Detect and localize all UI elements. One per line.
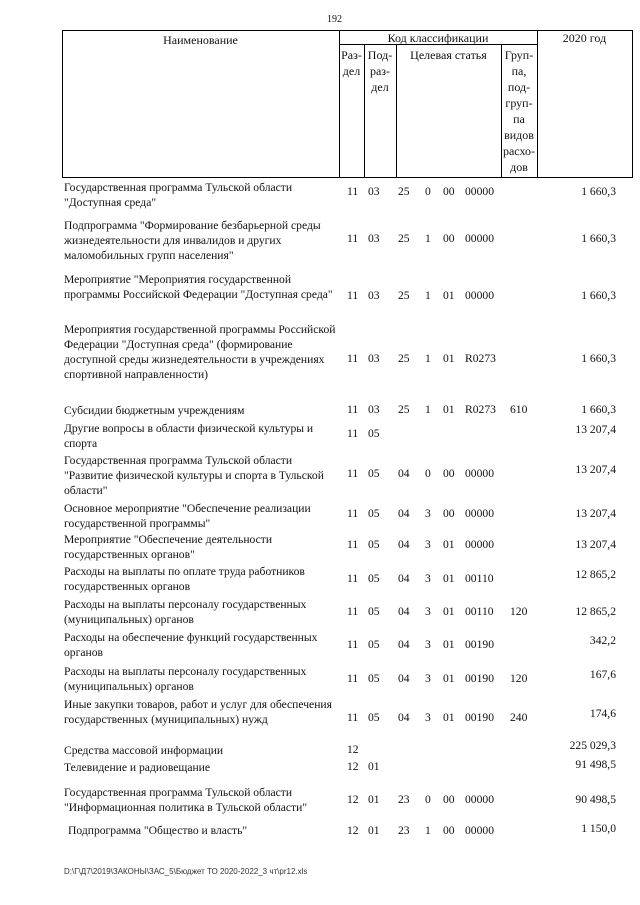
cell-podrazdel: 05 [368,467,380,480]
cell-target-subprogram: 3 [425,507,431,520]
cell-razdel: 11 [347,352,359,365]
cell-podrazdel: 03 [368,403,380,416]
cell-target-program: 25 [398,352,410,365]
cell-sum-2020: 91 498,5 [575,758,616,771]
file-path-footer: D:\Г\Д7\2019\ЗАКОНЫ\ЗАС_5\Бюджет ТО 2020-2022_3 чт\pr12.xls [64,867,308,876]
cell-sum-2020: 342,2 [589,634,616,647]
cell-target-event: 00 [443,185,455,198]
cell-target-direction: 00190 [465,638,494,651]
cell-podrazdel: 05 [368,605,380,618]
cell-podrazdel: 05 [368,672,380,685]
cell-razdel: 11 [347,507,359,520]
cell-razdel: 12 [347,793,359,806]
cell-target-direction: R0273 [465,403,496,416]
cell-group: 120 [510,605,528,618]
header-podr-divider [396,44,397,178]
cell-target-direction: 00000 [465,538,494,551]
cell-podrazdel: 05 [368,638,380,651]
cell-target-direction: 00000 [465,793,494,806]
cell-target-direction: 00190 [465,711,494,724]
cell-sum-2020: 1 660,3 [581,185,616,198]
row-name: Телевидение и радиовещание [64,761,211,774]
cell-podrazdel: 03 [368,289,380,302]
cell-target-direction: 00000 [465,507,494,520]
cell-target-subprogram: 1 [425,352,431,365]
cell-target-direction: 00190 [465,672,494,685]
cell-target-subprogram: 1 [425,289,431,302]
header-code: Код классификации [387,31,489,45]
cell-razdel: 11 [347,605,359,618]
cell-podrazdel: 01 [368,824,380,837]
cell-target-direction: 00110 [465,605,494,618]
cell-target-subprogram: 0 [425,467,431,480]
cell-razdel: 11 [347,711,359,724]
cell-podrazdel: 05 [368,572,380,585]
header-left-border [62,30,63,178]
cell-target-event: 00 [443,507,455,520]
cell-target-event: 00 [443,793,455,806]
cell-target-program: 25 [398,185,410,198]
cell-target-event: 01 [443,672,455,685]
cell-sum-2020: 90 498,5 [575,793,616,806]
page-number: 192 [327,14,342,25]
cell-razdel: 11 [347,185,359,198]
cell-sum-2020: 13 207,4 [575,538,616,551]
cell-sum-2020: 1 660,3 [581,403,616,416]
cell-podrazdel: 01 [368,793,380,806]
cell-podrazdel: 03 [368,185,380,198]
cell-target-direction: 00110 [465,572,494,585]
cell-target-subprogram: 0 [425,793,431,806]
cell-group: 120 [510,672,528,685]
cell-podrazdel: 05 [368,711,380,724]
row-name: Расходы на выплаты по оплате труда работников государственных органов [64,565,305,593]
row-name: Средства массовой информации [64,744,224,757]
cell-target-subprogram: 0 [425,185,431,198]
cell-target-event: 00 [443,232,455,245]
cell-target-event: 01 [443,605,455,618]
cell-razdel: 11 [347,638,359,651]
cell-target-program: 04 [398,507,410,520]
cell-target-direction: 00000 [465,289,494,302]
cell-target-program: 25 [398,289,410,302]
cell-razdel: 11 [347,467,359,480]
cell-razdel: 11 [347,572,359,585]
row-name: Субсидии бюджетным учреждениям [64,404,245,417]
header-right-border [632,30,633,178]
cell-sum-2020: 1 660,3 [581,232,616,245]
cell-razdel: 12 [347,824,359,837]
cell-target-direction: 00000 [465,824,494,837]
cell-sum-2020: 13 207,4 [575,423,616,436]
header-group-divider [537,30,538,178]
row-name: Государственная программа Тульской области "Доступная среда" [64,181,293,209]
cell-target-program: 25 [398,403,410,416]
cell-target-event: 00 [443,824,455,837]
cell-target-program: 04 [398,538,410,551]
cell-target-program: 04 [398,672,410,685]
cell-target-event: 01 [443,572,455,585]
row-name: Государственная программа Тульской области "Информационная политика в Тульской области" [64,786,308,814]
header-name: Наименование [163,33,238,47]
cell-target-subprogram: 3 [425,572,431,585]
cell-target-program: 25 [398,232,410,245]
cell-sum-2020: 225 029,3 [569,739,616,752]
row-name: Иные закупки товаров, работ и услуг для обеспечения государственных (муниципальных) нужд [64,698,332,726]
cell-target-program: 04 [398,572,410,585]
cell-target-subprogram: 1 [425,824,431,837]
cell-target-direction: R0273 [465,352,496,365]
cell-sum-2020: 12 865,2 [575,568,616,581]
cell-target-direction: 00000 [465,467,494,480]
cell-group: 610 [510,403,528,416]
cell-target-event: 01 [443,638,455,651]
cell-sum-2020: 174,6 [589,707,616,720]
cell-razdel: 11 [347,672,359,685]
row-name: Основное мероприятие "Обеспечение реализации государственной программы" [64,502,311,530]
cell-podrazdel: 05 [368,538,380,551]
cell-podrazdel: 03 [368,352,380,365]
cell-razdel: 11 [347,538,359,551]
cell-target-subprogram: 3 [425,605,431,618]
cell-target-subprogram: 3 [425,672,431,685]
cell-sum-2020: 1 660,3 [581,352,616,365]
cell-target-program: 04 [398,638,410,651]
row-name: Подпрограмма "Формирование безбарьерной среды жизнедеятельности для инвалидов и других маломобильных групп населения" [64,219,321,262]
row-name: Другие вопросы в области физической культуры и спорта [64,422,314,450]
cell-podrazdel: 05 [368,427,380,440]
row-name: Расходы на обеспечение функций государственных органов [64,631,318,659]
cell-target-program: 04 [398,467,410,480]
cell-razdel: 12 [347,760,359,773]
cell-sum-2020: 1 660,3 [581,289,616,302]
cell-razdel: 12 [347,743,359,756]
cell-sum-2020: 167,6 [589,668,616,681]
row-name: Государственная программа Тульской области "Развитие физической культуры и спорта в Тульской области" [64,454,324,497]
row-name: Расходы на выплаты персоналу государственных (муниципальных) органов [64,598,307,626]
cell-podrazdel: 03 [368,232,380,245]
cell-sum-2020: 13 207,4 [575,507,616,520]
cell-target-direction: 00000 [465,185,494,198]
cell-podrazdel: 01 [368,760,380,773]
cell-target-subprogram: 3 [425,638,431,651]
cell-razdel: 11 [347,403,359,416]
cell-sum-2020: 12 865,2 [575,605,616,618]
row-name: Расходы на выплаты персоналу государственных (муниципальных) органов [64,665,307,693]
cell-razdel: 11 [347,232,359,245]
cell-target-program: 23 [398,824,410,837]
cell-target-event: 01 [443,289,455,302]
header-group: Груп- па, под- груп- па видов расхо- дов [502,48,536,174]
cell-target-subprogram: 3 [425,711,431,724]
cell-target-event: 01 [443,711,455,724]
cell-target-event: 00 [443,467,455,480]
header-target: Целевая статья [410,48,487,62]
header-year: 2020 год [562,31,607,45]
cell-target-direction: 00000 [465,232,494,245]
cell-podrazdel: 05 [368,507,380,520]
header-podrazdel: Под- раз- дел [367,48,393,94]
cell-target-event: 01 [443,403,455,416]
cell-razdel: 11 [347,427,359,440]
row-name: Мероприятия государственной программы Российской Федерации "Доступная среда" (формирование доступной среды жизнедеятельности в учреждениях спортивной направленности) [64,323,336,381]
cell-razdel: 11 [347,289,359,302]
cell-target-program: 23 [398,793,410,806]
header-razdel: Раз- дел [341,48,362,78]
row-name: Мероприятие "Обеспечение деятельности государственных органов" [64,533,273,561]
row-name: Мероприятие "Мероприятия государственной программы Российской Федерации "Доступная среда" [64,273,333,301]
cell-sum-2020: 13 207,4 [575,463,616,476]
cell-target-event: 01 [443,352,455,365]
cell-target-subprogram: 1 [425,403,431,416]
cell-group: 240 [510,711,528,724]
cell-sum-2020: 1 150,0 [581,822,616,835]
cell-target-event: 01 [443,538,455,551]
cell-target-program: 04 [398,605,410,618]
header-bottom-border [62,177,633,178]
cell-target-subprogram: 1 [425,232,431,245]
cell-target-subprogram: 3 [425,538,431,551]
cell-target-program: 04 [398,711,410,724]
row-name: Подпрограмма "Общество и власть" [68,824,248,837]
